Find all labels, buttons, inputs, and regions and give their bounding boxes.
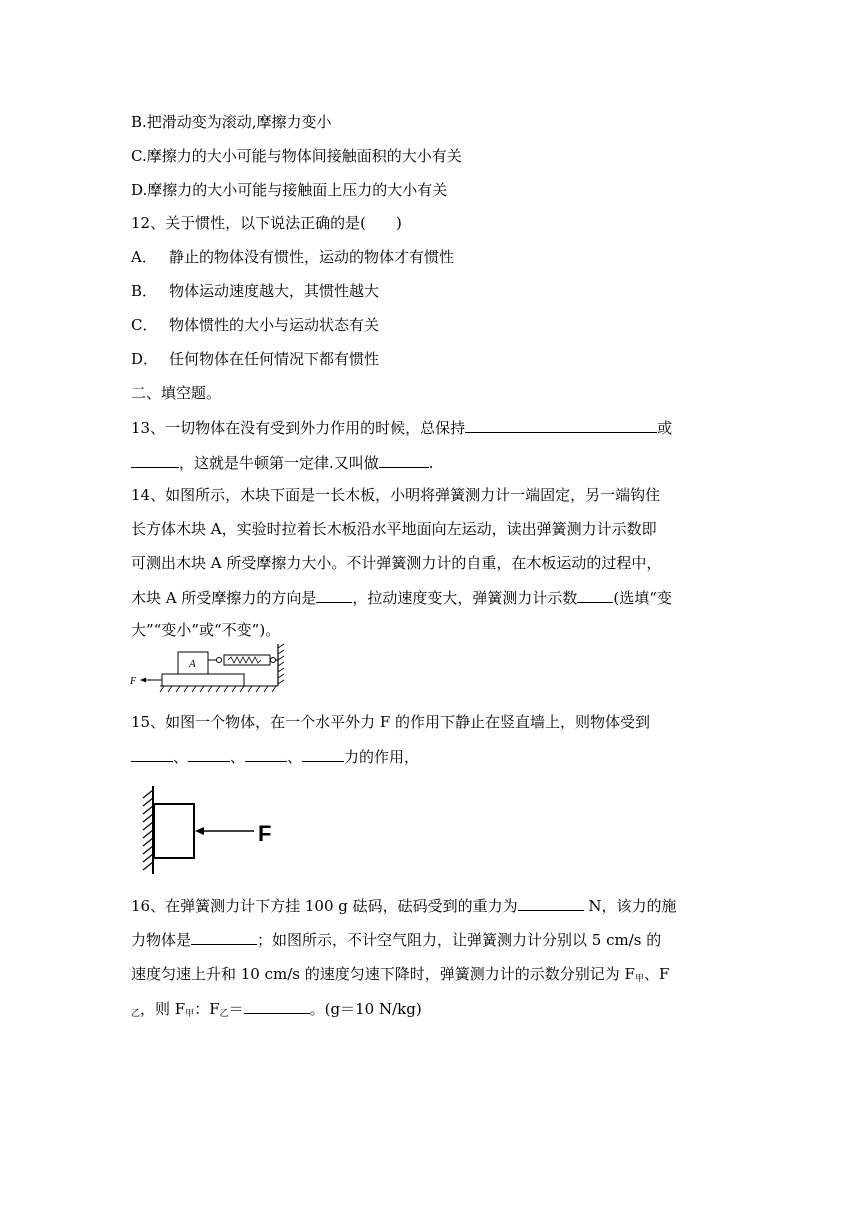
answer-blank[interactable] [191,929,257,945]
q14-text: 木块 A 所受摩擦力的方向是 [131,589,317,607]
q16-line-1 [131,895,677,916]
option-text: 物体惯性的大小与运动状态有关 [169,316,380,334]
q14-line-4 [131,587,672,608]
q13-text: . [428,454,434,472]
subscript: 甲 [185,1009,195,1019]
q16-text: 。(g＝10 N/kg) [309,1000,422,1018]
q15-sep: 、 [173,748,189,766]
q12-option-d [131,349,379,369]
q15-sep: 、 [230,748,246,766]
q16-line-2 [131,929,661,950]
q13-line-2 [131,452,434,473]
answer-blank[interactable] [518,895,584,911]
answer-blank[interactable] [131,452,179,468]
section-title: 二、填空题。 [131,384,222,402]
q16-text: N，该力的施 [583,897,677,915]
q11-option-d: D.摩擦力的大小可能与接触面上压力的大小有关 [131,181,448,199]
option-label: C． [131,316,158,334]
q16-text: 速度匀速上升和 10 cm/s 的速度匀速下降时，弹簧测力计的示数分别记为 F [131,965,635,983]
option-label: D． [131,350,159,368]
long-board [162,674,244,686]
q15-figure [138,784,278,876]
spring-scale [224,655,270,665]
q12-option-a [131,247,454,267]
q12-option-b [131,281,379,301]
q16-text: 、F [643,965,670,983]
option-text: 静止的物体没有惯性，运动的物体才有惯性 [169,248,455,266]
q13-text: 13、一切物体在没有受到外力作用的时候，总保持 [131,419,466,437]
q15-line-1: 15、如图一个物体，在一个水平外力 F 的作用下静止在竖直墙上，则物体受到 [131,713,651,731]
object-block [154,804,194,858]
q16-text: 16、在弹簧测力计下方挂 100 g 砝码，砝码受到的重力为 [131,897,518,915]
force-label: F [258,821,272,846]
answer-blank[interactable] [244,998,310,1014]
q16-line-3 [131,964,669,989]
q15-text: 力的作用， [344,748,420,766]
answer-blank[interactable] [379,452,429,468]
q11-option-b: B.把滑动变为滚动,摩擦力变小 [131,113,332,131]
answer-blank[interactable] [465,417,657,433]
q16-line-4 [131,998,422,1024]
q14-line-3: 可测出木块 A 所受摩擦力大小。不计弹簧测力计的自重，在木板运动的过程中， [131,554,662,572]
wall-hatching [278,644,284,684]
answer-blank[interactable] [316,587,352,603]
option-label: A． [131,248,157,266]
ground-hatching [160,686,276,692]
q13-text: 或 [657,419,673,437]
q12-stem: 12、关于惯性，以下说法正确的是( ) [131,214,402,232]
q16-text: ：F [194,1000,220,1018]
q16-text: ＝ [228,1000,244,1018]
answer-blank[interactable] [577,587,613,603]
q12-option-c [131,315,379,335]
q13-line-1 [131,417,672,438]
q14-text: ，拉动速度变大，弹簧测力计示数 [352,589,578,607]
subscript: 乙 [219,1009,229,1019]
q13-text: ，这就是牛顿第一定律.又叫做 [179,454,379,472]
block-a-label: A [189,658,196,670]
q11-option-c: C.摩擦力的大小可能与物体间接触面积的大小有关 [131,147,462,165]
q16-text: 力物体是 [131,931,192,949]
q15-line-2 [131,746,419,767]
q14-line-5: 大”“变小”或“不变”)。 [131,621,281,639]
option-text: 任何物体在任何情况下都有惯性 [169,350,380,368]
answer-blank[interactable] [302,746,344,762]
subscript: 甲 [634,974,644,984]
q16-text: ，则 F [140,1000,186,1018]
q14-figure [128,642,293,694]
option-label: B． [131,282,158,300]
subscript: 乙 [131,1009,141,1019]
q14-line-2: 长方体木块 A，实验时拉着长木板沿水平地面向左运动，读出弹簧测力计示数即 [131,520,657,538]
answer-blank[interactable] [188,746,230,762]
answer-blank[interactable] [131,746,173,762]
q15-sep: 、 [287,748,303,766]
q14-text: (选填“变 [613,589,672,607]
wall-hatching [143,790,153,870]
q16-text: ；如图所示，不计空气阻力，让弹簧测力计分别以 5 cm/s 的 [257,931,662,949]
answer-blank[interactable] [245,746,287,762]
q14-line-1: 14、如图所示，木块下面是一长木板，小明将弹簧测力计一端固定，另一端钩住 [131,486,661,504]
force-label: F [130,676,137,687]
option-text: 物体运动速度越大，其惯性越大 [169,282,380,300]
